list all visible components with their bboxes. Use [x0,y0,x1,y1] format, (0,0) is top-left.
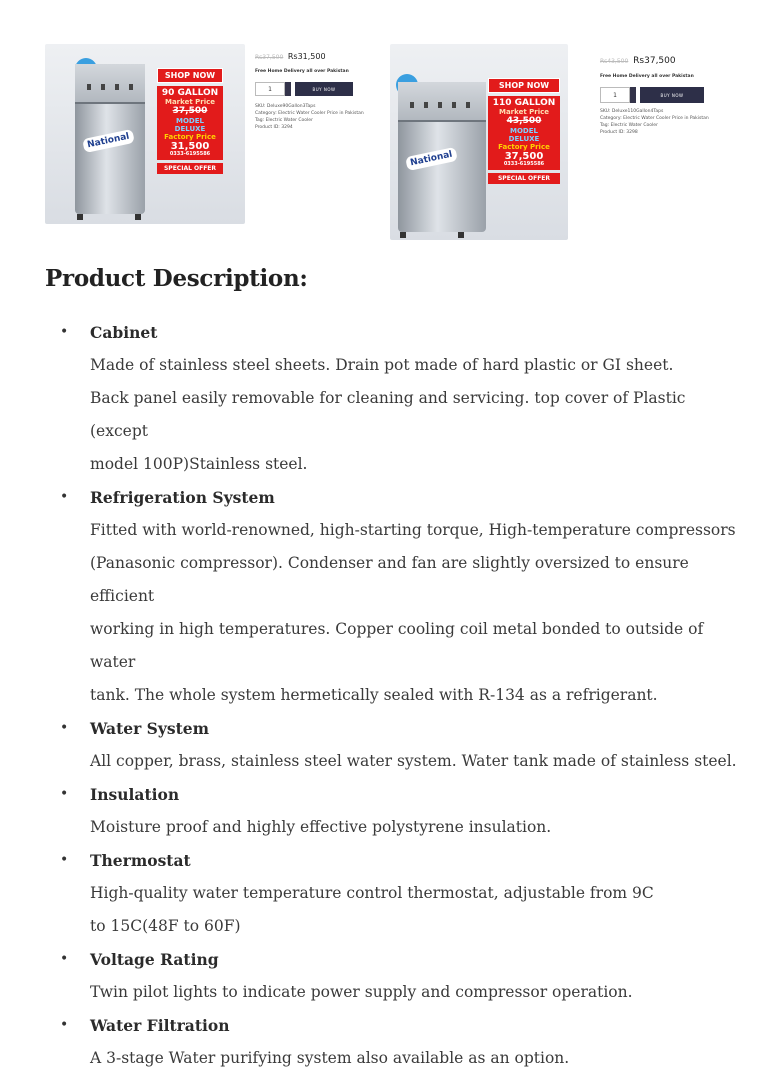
price [255,52,375,61]
product-info [600,56,735,137]
water-cooler-illustration [75,64,145,214]
factory-price-value: 37,500 [504,150,544,162]
phone-number: 0333-6195586 [169,151,211,158]
phone-number: 0333-6195586 [503,161,545,168]
taps [87,84,133,90]
model-label: MODEL [510,126,538,135]
product-card [45,44,375,240]
buy-now-button[interactable]: BUY NOW [295,82,353,96]
brand-logo: National [405,147,458,171]
market-price-label: Market Price [164,98,216,107]
factory-price-value: 31,500 [170,140,210,152]
price [600,56,735,66]
product-card [390,44,735,240]
market-price-value: 43,500 [506,116,542,127]
feature-item [60,712,740,778]
feature-text: High-quality water temperature control thermostat, adjustable from 9C [90,884,654,902]
sale-price: Rs37,500 [633,56,676,66]
feature-item [60,1009,740,1075]
feature-text: to 15C(48F to 60F) [90,917,241,935]
feature-text: Made of stainless steel sheets. Drain pot made of hard plastic or GI sheet. [90,356,674,374]
product-image[interactable] [390,44,568,240]
factory-price-label: Factory Price [164,132,216,141]
feature-name: Thermostat [90,851,191,870]
factory-price-label: Factory Price [498,142,550,151]
buy-row [255,82,375,98]
water-cooler-illustration [398,82,486,232]
bullet-icon: • [60,324,69,340]
feature-item [60,778,740,844]
tag-link[interactable]: Tag: Electric Water Cooler [255,117,313,123]
product-meta [255,104,375,132]
sku: SKU: Deluxe110Gallon4Taps [600,109,664,114]
product-id: Product ID: 3298 [600,129,638,135]
feature-text: Twin pilot lights to indicate power supply and compressor operation. [90,983,633,1001]
feature-name: Voltage Rating [90,950,219,969]
market-price-value: 37,500 [172,106,208,117]
feature-item [60,481,740,712]
bullet-icon: • [60,1017,69,1033]
category-link[interactable]: Category: Electric Water Cooler Price in Pakistan [255,110,364,116]
gallon-label: 90 GALLON [161,88,219,98]
delivery-note: Free Home Delivery all over Pakistan [255,69,349,74]
bullet-icon: • [60,720,69,736]
feature-text: working in high temperatures. Copper cooling coil metal bonded to outside of water [90,620,704,671]
bullet-icon: • [60,852,69,868]
product-id: Product ID: 3294 [255,124,293,130]
taps [410,102,474,108]
old-price: Rs43,500 [600,58,629,65]
product-info [255,52,375,132]
delivery-note: Free Home Delivery all over Pakistan [600,74,694,79]
feature-item [60,316,740,481]
sale-price: Rs31,500 [287,52,326,61]
shop-now-label: SHOP NOW [157,68,223,83]
product-strip [45,44,735,240]
feature-text: Moisture proof and highly effective polystyrene insulation. [90,818,552,836]
model-name: DELUXE [174,124,206,133]
category-link[interactable]: Category: Electric Water Cooler Price in Pakistan [600,115,709,121]
model-label: MODEL [176,116,204,125]
feature-name: Water System [90,719,210,738]
feature-name: Cabinet [90,323,158,342]
quantity-stepper[interactable] [630,87,636,103]
buy-now-button[interactable]: BUY NOW [640,87,704,103]
buy-row [600,87,735,103]
old-price: Rs37,500 [255,54,284,61]
feature-text: (Panasonic compressor). Condenser and fan are slightly oversized to ensure efficient [90,554,689,605]
feature-text: Back panel easily removable for cleaning and servicing. top cover of Plastic (except [90,389,686,440]
product-description-heading: Product Description: [45,265,308,292]
feature-text: A 3-stage Water purifying system also available as an option. [90,1049,570,1067]
gallon-label: 110 GALLON [492,98,556,108]
quantity-stepper[interactable] [285,82,291,96]
bullet-icon: • [60,786,69,802]
special-offer-label: SPECIAL OFFER [488,173,560,184]
feature-text: Fitted with world-renowned, high-starting torque, High-temperature compressors [90,521,736,539]
quantity-input[interactable]: 1 [600,87,630,103]
model-name: DELUXE [508,134,540,143]
feature-text: All copper, brass, stainless steel water system. Water tank made of stainless steel. [90,752,737,770]
feature-item [60,844,740,943]
feature-text: tank. The whole system hermetically sealed with R-134 as a refrigerant. [90,686,658,704]
bullet-icon: • [60,489,69,505]
product-meta [600,109,735,137]
promo-banner [157,68,223,218]
shop-now-label: SHOP NOW [488,78,560,93]
bullet-icon: • [60,951,69,967]
feature-item [60,943,740,1009]
brand-logo: National [82,129,135,153]
special-offer-label: SPECIAL OFFER [157,163,223,174]
feature-text: model 100P)Stainless steel. [90,455,308,473]
promo-banner [488,78,560,238]
feature-name: Insulation [90,785,180,804]
tag-link[interactable]: Tag: Electric Water Cooler [600,122,658,128]
feature-list [60,316,740,1075]
market-price-label: Market Price [498,108,550,117]
feature-name: Refrigeration System [90,488,275,507]
quantity-input[interactable]: 1 [255,82,285,96]
sku: SKU: Deluxe90Gallon3Taps [255,104,316,109]
product-image[interactable] [45,44,245,224]
feature-name: Water Filtration [90,1016,230,1035]
